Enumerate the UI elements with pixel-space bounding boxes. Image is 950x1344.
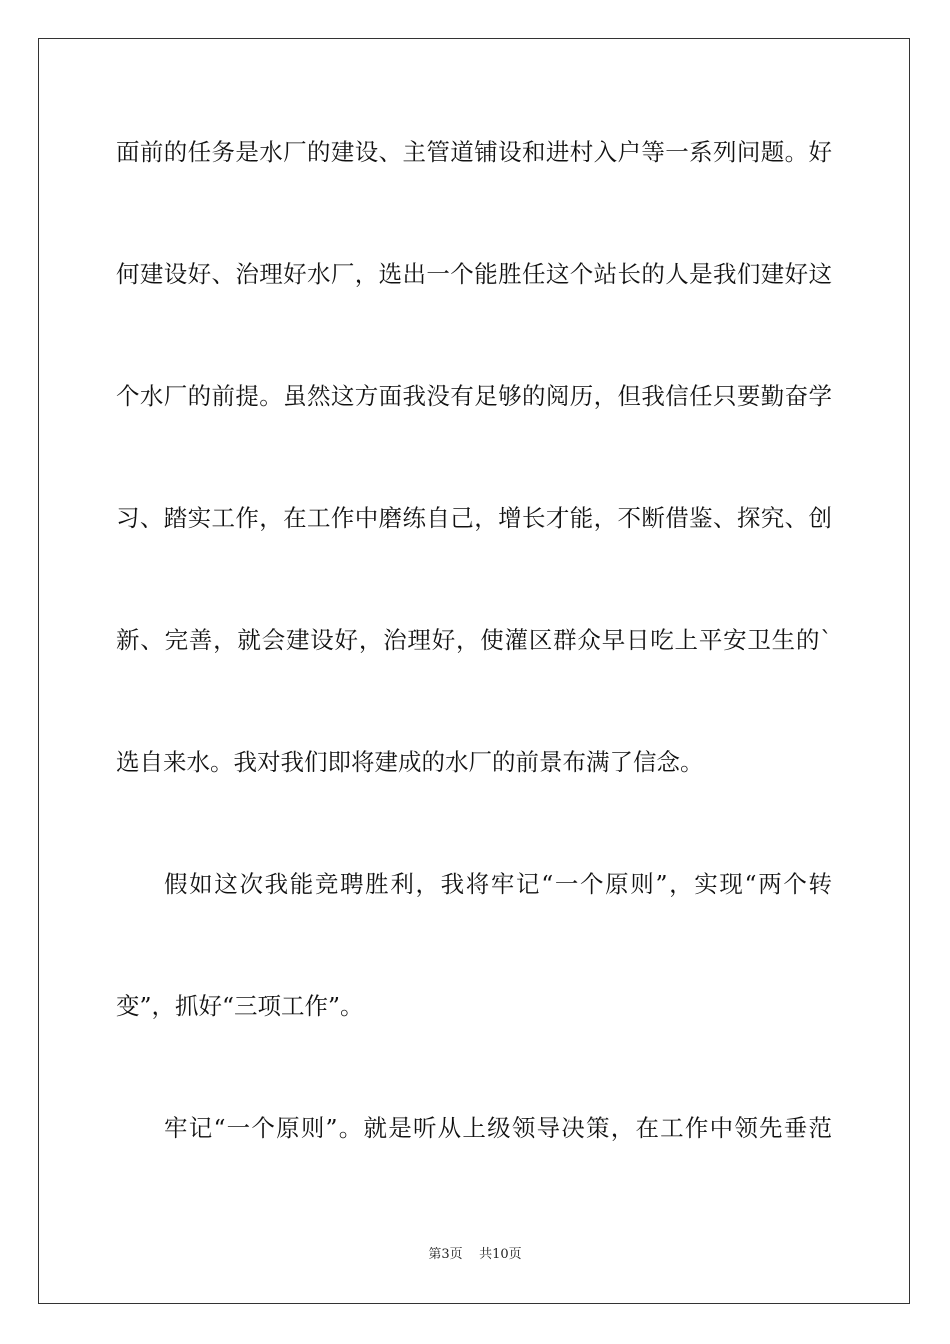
text-line-9: 牢记“一个原则”。就是听从上级领导决策，在工作中领先垂范 (164, 1114, 832, 1142)
page-footer (0, 1246, 950, 1264)
text-line-4: 习、踏实工作，在工作中磨练自己，增长才能，不断借鉴、探究、创 (116, 504, 832, 532)
page-number: 第3页 (428, 1247, 463, 1262)
text-line-5: 新、完善，就会建设好，治理好，使灌区群众早日吃上平安卫生的` (116, 626, 832, 654)
text-line-6: 选自来水。我对我们即将建成的水厂的前景布满了信念。 (116, 748, 704, 776)
page-total: 共10页 (479, 1247, 522, 1262)
text-line-2: 何建设好、治理好水厂，选出一个能胜任这个站长的人是我们建好这 (116, 260, 832, 288)
text-line-7: 假如这次我能竞聘胜利，我将牢记“一个原则”，实现“两个转 (164, 870, 832, 898)
text-line-8: 变”，抓好“三项工作”。 (116, 992, 364, 1020)
text-line-3: 个水厂的前提。虽然这方面我没有足够的阅历，但我信任只要勤奋学 (116, 382, 832, 410)
text-line-1: 面前的任务是水厂的建设、主管道铺设和进村入户等一系列问题。好 (116, 138, 832, 166)
